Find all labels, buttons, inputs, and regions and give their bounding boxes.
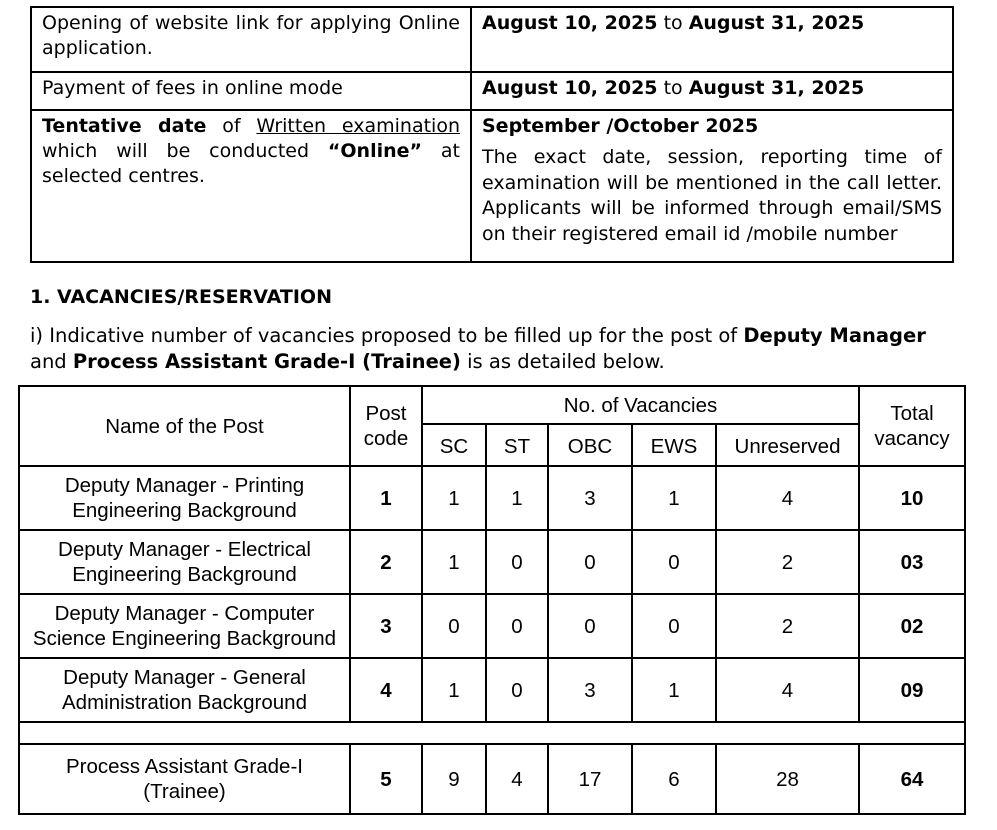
ews-count: 1 — [632, 658, 716, 722]
date-end-year: , 2025 — [797, 12, 865, 34]
intro-post1: Deputy Manager — [743, 324, 926, 347]
unreserved-count: 4 — [716, 466, 859, 530]
sc-count: 1 — [422, 530, 486, 594]
header-obc: OBC — [548, 424, 632, 466]
spacer-cell — [19, 722, 965, 744]
header-sc: SC — [422, 424, 486, 466]
header-ews: EWS — [632, 424, 716, 466]
date-start: August 10, 2025 — [482, 77, 658, 99]
obc-count: 17 — [548, 744, 632, 814]
st-count: 1 — [486, 466, 548, 530]
date-separator: to — [657, 12, 689, 34]
st-count: 4 — [486, 744, 548, 814]
date-start: August 10, 2025 — [482, 12, 658, 34]
st-count: 0 — [486, 530, 548, 594]
header-st: ST — [486, 424, 548, 466]
sc-count: 1 — [422, 658, 486, 722]
exam-label-of: of — [206, 115, 257, 137]
schedule-table — [30, 6, 954, 263]
unreserved-count: 4 — [716, 658, 859, 722]
ews-count: 0 — [632, 530, 716, 594]
intro-suffix: is as detailed below. — [460, 350, 665, 373]
obc-count: 0 — [548, 530, 632, 594]
intro-prefix: i) Indicative number of vacancies proposed to be filled up for the post of — [30, 324, 744, 347]
exam-label-end: at selected centres. — [42, 140, 461, 187]
intro-post2: Process Assistant Grade-I (Trainee) — [72, 350, 461, 373]
obc-count: 3 — [548, 466, 632, 530]
schedule-value — [471, 7, 953, 72]
obc-count: 3 — [548, 658, 632, 722]
total-count: 64 — [859, 744, 965, 814]
unreserved-count: 2 — [716, 530, 859, 594]
total-count: 03 — [859, 530, 965, 594]
exam-label-online: “Online” — [327, 140, 423, 162]
post-name: Deputy Manager - General Administration Background — [19, 658, 350, 722]
ews-count: 1 — [632, 466, 716, 530]
post-name: Process Assistant Grade-I (Trainee) — [19, 744, 350, 814]
header-vacancies-group: No. of Vacancies — [422, 386, 859, 424]
table-row — [19, 594, 965, 658]
exam-label-underlined: Written examination — [256, 115, 460, 137]
exam-label-bold: Tentative date — [42, 115, 207, 137]
ews-count: 0 — [632, 594, 716, 658]
total-count: 02 — [859, 594, 965, 658]
exam-label — [31, 110, 471, 262]
post-code: 2 — [350, 530, 422, 594]
intro-and: and — [30, 350, 73, 373]
sc-count: 1 — [422, 466, 486, 530]
post-name: Deputy Manager - Printing Engineering Background — [19, 466, 350, 530]
schedule-row — [31, 7, 953, 72]
date-end: August 31 — [688, 77, 798, 99]
unreserved-count: 2 — [716, 594, 859, 658]
header-row — [19, 386, 965, 424]
schedule-row-exam — [31, 110, 953, 262]
sc-count: 0 — [422, 594, 486, 658]
obc-count: 0 — [548, 594, 632, 658]
table-row — [19, 530, 965, 594]
post-name: Deputy Manager - Electrical Engineering Background — [19, 530, 350, 594]
header-post-code: Post code — [350, 386, 422, 466]
ews-count: 6 — [632, 744, 716, 814]
post-name: Deputy Manager - Computer Science Engineering Background — [19, 594, 350, 658]
table-row — [19, 466, 965, 530]
schedule-value — [471, 72, 953, 110]
header-name: Name of the Post — [19, 386, 350, 466]
exam-value — [471, 110, 953, 262]
unreserved-count: 28 — [716, 744, 859, 814]
exam-note: The exact date, session, reporting time of examination will be mentioned in the call letter. Applicants will be informed through email/SMS on their registered email id /mobile number — [482, 146, 942, 245]
table-row — [19, 658, 965, 722]
post-code: 3 — [350, 594, 422, 658]
date-end-year: , 2025 — [797, 77, 865, 99]
post-code: 4 — [350, 658, 422, 722]
st-count: 0 — [486, 658, 548, 722]
header-total: Total vacancy — [859, 386, 965, 466]
sc-count: 9 — [422, 744, 486, 814]
st-count: 0 — [486, 594, 548, 658]
spacer-row — [19, 722, 965, 744]
date-end: August 31 — [688, 12, 798, 34]
header-unreserved: Unreserved — [716, 424, 859, 466]
date-separator: to — [657, 77, 689, 99]
schedule-row — [31, 72, 953, 110]
total-count: 10 — [859, 466, 965, 530]
exam-label-mid: which will be conducted — [42, 140, 328, 162]
schedule-label: Payment of fees in online mode — [31, 72, 471, 110]
exam-date: September /October 2025 — [482, 115, 759, 137]
section-heading: 1. VACANCIES/RESERVATION — [30, 286, 332, 308]
schedule-label: Opening of website link for applying Online application. — [31, 7, 471, 72]
post-code: 1 — [350, 466, 422, 530]
table-row — [19, 744, 965, 814]
vacancy-table — [18, 385, 966, 815]
total-count: 09 — [859, 658, 965, 722]
intro-paragraph — [30, 323, 955, 375]
post-code: 5 — [350, 744, 422, 814]
